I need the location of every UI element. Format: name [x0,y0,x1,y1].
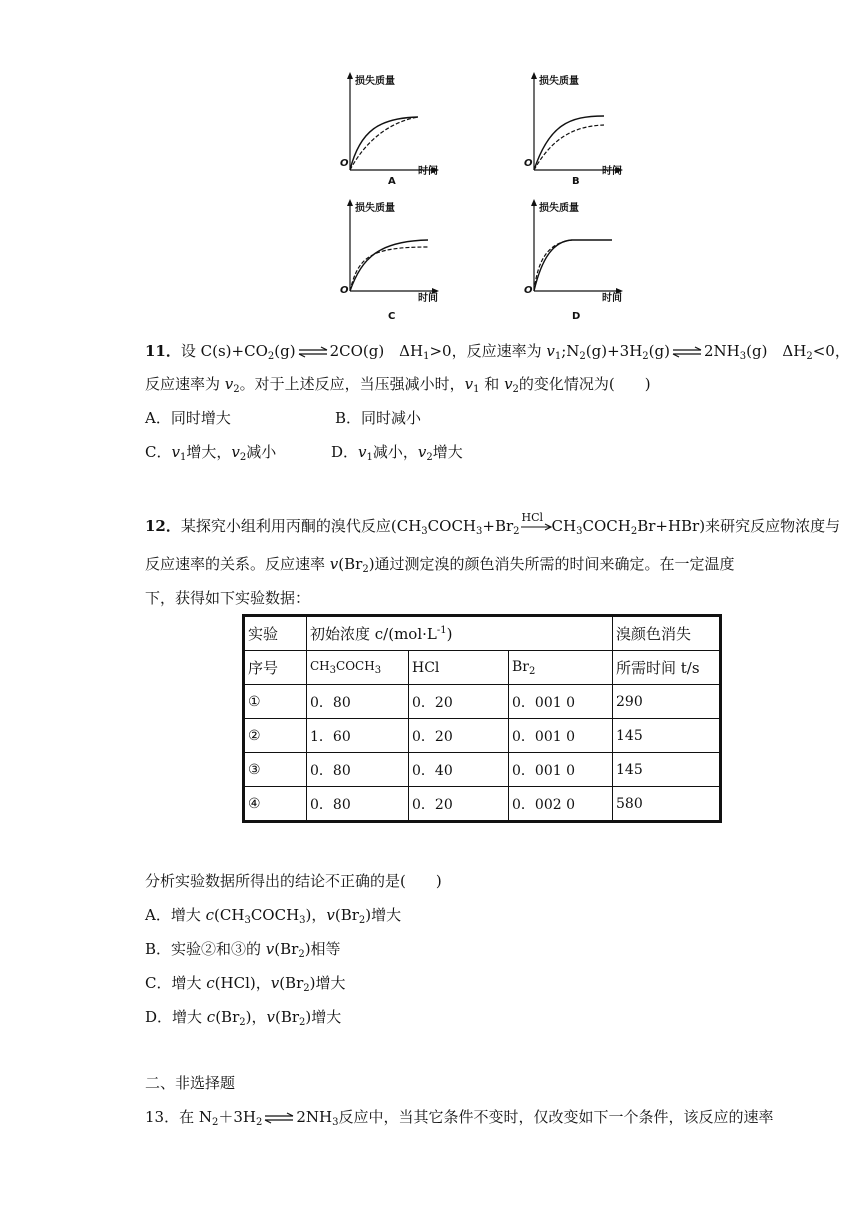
q12-sub: 2 [358,915,366,926]
header-sub: 3 [329,665,337,676]
q13-line1 [145,1107,774,1133]
header-text: 初始浓度 c/(mol·L [310,625,437,643]
q12-text: 某探究小组利用丙酮的溴代反应(CH [180,517,422,535]
q12-text: )， [305,906,327,924]
q11-line1 [145,341,850,367]
q12-text: (CH [214,906,245,924]
q12-text: D．增大 [145,1008,207,1026]
graph-d [524,197,624,322]
header-text: COCH [336,659,375,673]
cell-time: 290 [613,685,721,719]
q12-text: )相等 [304,940,341,958]
q12-text: (Br [215,1008,240,1026]
graph-b-ylabel: 损失质量 [539,76,579,87]
graph-d-origin: O [524,285,533,296]
q11-sub: 1 [554,351,562,362]
q11-sub: 1 [473,384,480,395]
q11-var: v [504,375,513,393]
graph-b-label: B [572,176,580,187]
q12-var: v [266,1008,275,1026]
q11-text: <0， [812,342,850,360]
q12-var: v [326,906,335,924]
graph-d-xlabel: 时间 [602,293,622,304]
q12-line3: 下，获得如下实验数据： [145,589,311,607]
header-hcl: HCl [409,651,509,685]
q12-text: CH [551,517,577,535]
q11-text: C． [145,443,172,461]
q12-text: (Br [338,555,363,573]
cell-br2: 0．001 0 [509,719,613,753]
section-heading: 二、非选择题 [145,1074,236,1092]
header-experiment-no [244,651,307,685]
header-text: 实验 [248,625,279,643]
q11-text: (g) [274,342,296,360]
q12-sub: 2 [303,983,310,994]
q12-text: COCH [582,517,631,535]
table-header-row [244,616,721,651]
cell-br2: 0．002 0 [509,787,613,822]
graph-d-ylabel: 损失质量 [539,203,579,214]
q12-var: v [265,940,275,958]
cell-hcl: 0．20 [409,787,509,822]
graph-a [340,70,440,192]
q12-sub: 3 [576,526,583,537]
q12-sub: 2 [299,1017,306,1028]
equilibrium-arrow-icon [264,1112,294,1124]
q11-var: v [546,342,555,360]
q12-var: v [329,555,339,573]
q12-var: c [206,1008,216,1026]
cell-no: ① [244,685,307,719]
q12-text: COCH [427,517,477,535]
q13-sub: 2 [211,1117,219,1128]
q11-text: 减小 [246,443,277,461]
cell-br2: 0．001 0 [509,685,613,719]
q12-text: Br+HBr)来研究反应物浓度与 [637,517,841,535]
equilibrium-arrow-icon [672,346,702,358]
cell-hcl: 0．40 [409,753,509,787]
graph-c-xlabel: 时间 [418,293,438,304]
q11-var: v [417,443,427,461]
table-header-row [244,651,721,685]
graph-d-label: D [572,311,581,322]
header-text: Br [512,658,529,675]
q11-text: 减小， [372,443,418,461]
q11-sub: 2 [642,351,649,362]
q11-sub: 1 [179,452,187,463]
arrow-right-icon [520,520,552,534]
q11-text: (g) [648,342,670,360]
cell-hcl: 0．20 [409,685,509,719]
q11-number: 11． [145,342,181,360]
q12-question: 分析实验数据所得出的结论不正确的是( ) [145,872,442,890]
cell-no: ④ [244,787,307,822]
q12-text: (Br [274,940,299,958]
header-acetone [307,651,409,685]
q11-text: 和 [479,375,505,393]
graph-c-label: C [388,311,396,322]
q12-text: COCH [250,906,300,924]
table-row [244,753,721,787]
q11-text: 2CO(g) ΔH [329,342,424,360]
cell-time: 580 [613,787,721,822]
q12-option-a [145,905,401,931]
catalyst-label: HCl [521,511,544,524]
cell-acetone: 1．60 [307,719,409,753]
cell-no: ③ [244,753,307,787]
table-row [244,787,721,822]
q12-option-c [145,973,345,999]
graph-c-origin: O [340,285,349,296]
header-text: 溴颜色消失 [616,625,692,643]
q11-sub: 2 [426,452,433,463]
q11-text: 增大 [432,443,463,461]
q12-sub: 3 [421,526,428,537]
q11-text: D． [331,443,359,461]
q12-text: )通过测定溴的颜色消失所需的时间来确定。在一定温度 [368,555,735,573]
q12-sub: 2 [298,949,305,960]
q12-text: )增大 [305,1008,342,1026]
graph-b [524,70,624,192]
graph-a-label: A [388,176,396,187]
q11-text: 设 C(s)+CO [180,342,268,360]
header-sub: 2 [528,665,536,677]
header-text: 序号 [248,659,279,677]
q11-line2 [145,374,651,400]
experiment-table [242,614,722,823]
table-row [244,719,721,753]
equilibrium-arrow-icon [298,346,328,358]
header-initial-concentration [307,616,613,651]
header-text: CH [310,659,330,673]
q11-var: v [171,443,180,461]
q11-text: >0，反应速率为 [429,342,547,360]
q11-sub: 3 [739,351,747,362]
q12-var: c [206,974,215,992]
q12-text: (Br [274,1008,300,1026]
cell-acetone: 0．80 [307,685,409,719]
q13-text: 13．在 N [145,1108,212,1126]
q11-sub: 2 [579,351,586,362]
header-br2 [509,651,613,685]
q12-sub: 2 [362,564,369,575]
q13-sub: 3 [332,1117,339,1128]
cell-hcl: 0．20 [409,719,509,753]
q12-text: )增大 [309,974,346,992]
q11-text: (g)+3H [585,342,643,360]
cell-time: 145 [613,753,721,787]
q12-text: )增大 [365,906,402,924]
header-text: ) [446,625,453,643]
q12-line1 [145,511,841,542]
q12-text: (HCl)， [214,974,271,992]
header-text: 所需时间 t/s [616,659,700,677]
q13-text: 2NH [296,1108,333,1126]
graph-a-ylabel: 损失质量 [355,76,395,87]
q11-sub: 1 [423,351,430,362]
cell-acetone: 0．80 [307,753,409,787]
q11-sub: 2 [233,384,240,395]
header-sup: -1 [436,625,447,636]
q11-var: v [464,375,474,393]
graph-a-xlabel: 时间 [418,166,438,177]
header-time [613,616,721,651]
cell-time: 145 [613,719,721,753]
q12-text: (Br [334,906,359,924]
graph-a-origin: O [340,158,349,169]
q11-option-b: B．同时减小 [335,409,422,427]
table-row [244,685,721,719]
header-experiment-no [244,616,307,651]
q11-text: (g) ΔH [746,342,807,360]
q11-option-d [331,442,463,468]
q12-sub: 2 [239,1017,246,1028]
reaction-arrow [520,511,552,534]
q12-text: (Br [279,974,304,992]
q12-text: C．增大 [145,974,207,992]
q11-sub: 2 [512,384,519,395]
graph-c [340,197,440,322]
q11-sub: 2 [267,351,275,362]
q12-option-d [145,1007,341,1033]
q11-text: 增大， [186,443,232,461]
q11-var: v [224,375,234,393]
q12-text: 反应速率的关系。反应速率 [145,555,330,573]
q12-line2 [145,554,735,580]
q12-option-b [145,939,341,965]
q11-option-c [145,442,276,468]
graph-b-xlabel: 时间 [602,166,622,177]
q12-sub: 3 [244,915,251,926]
q11-var: v [231,443,240,461]
q11-sub: 2 [239,452,247,463]
q11-text: 的变化情况为( ) [518,375,651,393]
graph-c-ylabel: 损失质量 [355,203,395,214]
q12-sub: 3 [299,915,306,926]
q11-sub: 1 [366,452,373,463]
cell-acetone: 0．80 [307,787,409,822]
q11-text: 2NH [703,342,740,360]
q11-text: 反应速率为 [145,375,225,393]
header-time [613,651,721,685]
q11-var: v [358,443,367,461]
q12-text: B．实验②和③的 [145,940,266,958]
q12-text: A．增大 [145,906,206,924]
q12-text: +Br [482,517,514,535]
q13-sub: 2 [255,1117,263,1128]
q12-number: 12． [145,517,181,535]
q11-text: ;N [561,342,580,360]
q13-text: 反应中，当其它条件不变时，仅改变如下一个条件，该反应的速率 [338,1108,774,1126]
q12-text: )， [245,1008,267,1026]
q13-text: ＋3H [218,1108,256,1126]
q12-sub: 2 [630,526,638,537]
graph-b-origin: O [524,158,533,169]
q12-var: c [205,906,215,924]
q12-sub: 3 [476,526,483,537]
q12-sub: 2 [513,526,520,537]
cell-no: ② [244,719,307,753]
cell-br2: 0．001 0 [509,753,613,787]
q11-text: 。对于上述反应，当压强减小时， [239,375,465,393]
header-sub: 3 [374,665,382,676]
q11-sub: 2 [806,351,813,362]
q11-option-a: A．同时增大 [145,409,231,427]
q12-var: v [270,974,280,992]
